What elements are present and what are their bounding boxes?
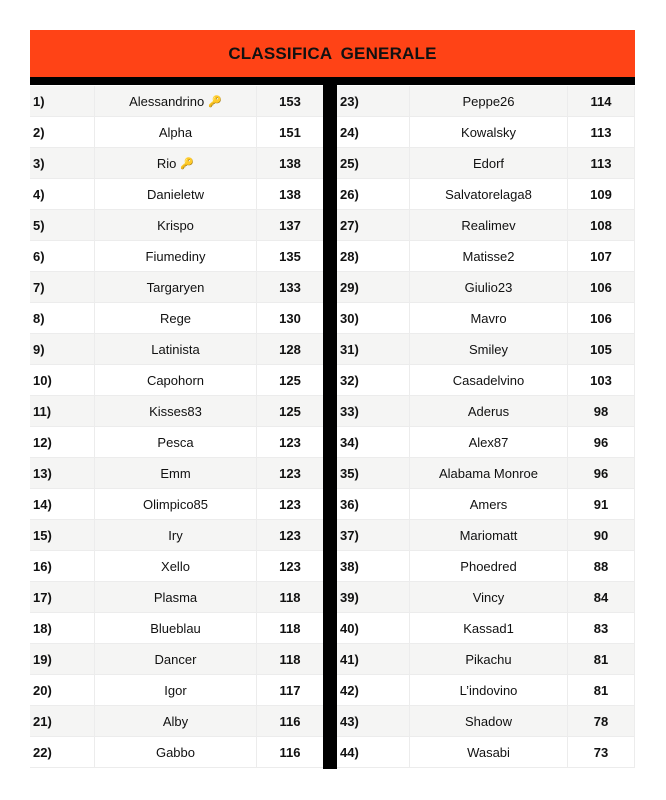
player-name: Plasma bbox=[153, 589, 198, 605]
key-icon: 🔑 bbox=[208, 95, 222, 108]
player-name: L’indovino bbox=[459, 682, 518, 698]
points-cell: 123 bbox=[279, 527, 301, 543]
rank-cell: 25) bbox=[337, 148, 410, 178]
table-row bbox=[30, 334, 323, 365]
table-row bbox=[337, 86, 635, 117]
rank-cell: 8) bbox=[30, 303, 95, 333]
rank-cell: 3) bbox=[30, 148, 95, 178]
key-icon: 🔑 bbox=[180, 157, 195, 170]
player-name: Igor bbox=[164, 682, 187, 698]
rank-cell: 40) bbox=[337, 613, 410, 643]
table-row bbox=[337, 582, 635, 613]
player-name-cell bbox=[95, 737, 257, 767]
table-row bbox=[337, 179, 635, 210]
points-cell: 106 bbox=[568, 272, 635, 302]
rank-cell: 10) bbox=[30, 365, 95, 395]
rank-cell: 9) bbox=[30, 334, 95, 364]
player-name-cell bbox=[410, 706, 568, 736]
table-row bbox=[30, 303, 323, 334]
player-name-cell bbox=[95, 365, 257, 395]
rank-cell: 12) bbox=[30, 427, 95, 457]
points-cell: 105 bbox=[568, 334, 635, 364]
player-name-cell bbox=[410, 613, 568, 643]
player-name: Peppe26 bbox=[462, 93, 515, 109]
table-row bbox=[337, 365, 635, 396]
table-row bbox=[30, 675, 323, 706]
points-cell: 106 bbox=[568, 303, 635, 333]
player-name-cell bbox=[95, 272, 257, 302]
player-name: Latinista bbox=[151, 341, 200, 357]
player-name-cell bbox=[410, 303, 568, 333]
points-cell: 138 bbox=[279, 186, 301, 202]
player-name: Alessandrino bbox=[129, 93, 205, 109]
points-cell: 118 bbox=[279, 651, 301, 667]
player-name-cell bbox=[95, 210, 257, 240]
rank-cell: 17) bbox=[30, 582, 95, 612]
points-cell: 123 bbox=[279, 434, 301, 450]
player-name: Realimev bbox=[461, 217, 516, 233]
points-cell: 153 bbox=[279, 93, 301, 109]
points-cell: 107 bbox=[568, 241, 635, 271]
rank-cell: 37) bbox=[337, 520, 410, 550]
player-name-cell bbox=[410, 117, 568, 147]
rank-cell: 18) bbox=[30, 613, 95, 643]
points-cell: 90 bbox=[568, 520, 635, 550]
table-row bbox=[30, 272, 323, 303]
rank-cell: 23) bbox=[337, 86, 410, 116]
player-name-cell bbox=[410, 644, 568, 674]
player-name: Kisses83 bbox=[149, 403, 202, 419]
points-cell: 81 bbox=[568, 675, 635, 705]
rank-cell: 38) bbox=[337, 551, 410, 581]
player-name-cell bbox=[95, 396, 257, 426]
player-name: Olimpico85 bbox=[142, 496, 209, 512]
player-name-cell bbox=[410, 551, 568, 581]
points-cell: 116 bbox=[279, 744, 301, 760]
table-row bbox=[30, 117, 323, 148]
page-title: CLASSIFICA GENERALE bbox=[228, 43, 437, 63]
player-name-cell bbox=[410, 675, 568, 705]
player-name: Pikachu bbox=[465, 651, 512, 667]
rank-cell: 13) bbox=[30, 458, 95, 488]
points-cell: 123 bbox=[279, 465, 301, 481]
table-row bbox=[30, 706, 323, 737]
player-name-cell bbox=[410, 489, 568, 519]
player-name-cell bbox=[95, 86, 257, 116]
points-cell: 118 bbox=[279, 620, 301, 636]
player-name: Xello bbox=[161, 558, 190, 574]
rank-cell: 32) bbox=[337, 365, 410, 395]
points-cell: 103 bbox=[568, 365, 635, 395]
rank-cell: 28) bbox=[337, 241, 410, 271]
rank-cell: 31) bbox=[337, 334, 410, 364]
points-cell: 113 bbox=[568, 148, 635, 178]
player-name-cell bbox=[95, 675, 257, 705]
rank-cell: 15) bbox=[30, 520, 95, 550]
rank-cell: 27) bbox=[337, 210, 410, 240]
points-cell: 96 bbox=[568, 458, 635, 488]
points-cell: 108 bbox=[568, 210, 635, 240]
points-cell: 151 bbox=[279, 124, 301, 140]
rank-cell: 41) bbox=[337, 644, 410, 674]
player-name: Danieletw bbox=[146, 186, 205, 202]
player-name: Mariomatt bbox=[459, 527, 518, 543]
standings-table-left bbox=[30, 86, 323, 768]
player-name-cell bbox=[95, 644, 257, 674]
rank-cell: 22) bbox=[30, 737, 95, 767]
rank-cell: 42) bbox=[337, 675, 410, 705]
player-name-cell bbox=[410, 458, 568, 488]
table-row bbox=[30, 179, 323, 210]
player-name-cell bbox=[95, 489, 257, 519]
table-row bbox=[30, 458, 323, 489]
points-cell: 109 bbox=[568, 179, 635, 209]
player-name-cell bbox=[410, 272, 568, 302]
rank-cell: 26) bbox=[337, 179, 410, 209]
points-cell: 81 bbox=[568, 644, 635, 674]
player-name-cell bbox=[95, 582, 257, 612]
player-name: Phoedred bbox=[460, 558, 517, 574]
player-name-cell bbox=[410, 427, 568, 457]
player-name-cell bbox=[95, 427, 257, 457]
table-row bbox=[30, 737, 323, 768]
rank-cell: 4) bbox=[30, 179, 95, 209]
player-name: Mavro bbox=[470, 310, 507, 326]
points-cell: 123 bbox=[279, 496, 301, 512]
points-cell: 84 bbox=[568, 582, 635, 612]
player-name: Kassad1 bbox=[463, 620, 514, 636]
points-cell: 138 bbox=[279, 155, 301, 171]
points-cell: 137 bbox=[279, 217, 301, 233]
table-row bbox=[30, 489, 323, 520]
player-name: Vincy bbox=[472, 589, 505, 605]
player-name: Amers bbox=[469, 496, 508, 512]
table-row bbox=[30, 427, 323, 458]
table-row bbox=[337, 644, 635, 675]
table-row bbox=[30, 520, 323, 551]
player-name-cell bbox=[95, 334, 257, 364]
rank-cell: 35) bbox=[337, 458, 410, 488]
header-divider bbox=[30, 77, 635, 85]
rank-cell: 36) bbox=[337, 489, 410, 519]
player-name-cell bbox=[95, 241, 257, 271]
player-name: Emm bbox=[160, 465, 191, 481]
player-name-cell bbox=[410, 520, 568, 550]
player-name-cell bbox=[95, 148, 257, 178]
table-row bbox=[30, 613, 323, 644]
points-cell: 114 bbox=[568, 86, 635, 116]
player-name: Edorf bbox=[472, 155, 505, 171]
rank-cell: 34) bbox=[337, 427, 410, 457]
table-row bbox=[30, 365, 323, 396]
player-name: Blueblau bbox=[150, 620, 201, 636]
points-cell: 125 bbox=[279, 372, 301, 388]
table-row bbox=[30, 148, 323, 179]
player-name: Aderus bbox=[467, 403, 510, 419]
rank-cell: 21) bbox=[30, 706, 95, 736]
player-name: Shadow bbox=[465, 713, 512, 729]
player-name: Targaryen bbox=[146, 279, 205, 295]
rank-cell: 2) bbox=[30, 117, 95, 147]
points-cell: 130 bbox=[279, 310, 301, 326]
points-cell: 73 bbox=[568, 737, 635, 767]
player-name-cell bbox=[95, 303, 257, 333]
player-name: Fiumediny bbox=[145, 248, 206, 264]
player-name-cell bbox=[410, 210, 568, 240]
rank-cell: 33) bbox=[337, 396, 410, 426]
player-name-cell bbox=[410, 179, 568, 209]
table-row bbox=[337, 520, 635, 551]
points-cell: 123 bbox=[279, 558, 301, 574]
rank-cell: 6) bbox=[30, 241, 95, 271]
player-name-cell bbox=[410, 582, 568, 612]
table-row bbox=[337, 551, 635, 582]
table-row bbox=[337, 210, 635, 241]
column-separator bbox=[323, 85, 337, 769]
player-name: Pesca bbox=[157, 434, 194, 450]
points-cell: 117 bbox=[279, 682, 301, 698]
player-name: Krispo bbox=[157, 217, 194, 233]
table-row bbox=[337, 489, 635, 520]
table-row bbox=[30, 86, 323, 117]
player-name-cell bbox=[95, 179, 257, 209]
points-cell: 128 bbox=[279, 341, 301, 357]
player-name-cell bbox=[410, 241, 568, 271]
rank-cell: 16) bbox=[30, 551, 95, 581]
table-row bbox=[337, 706, 635, 737]
points-cell: 91 bbox=[568, 489, 635, 519]
table-row bbox=[337, 613, 635, 644]
player-name-cell bbox=[410, 396, 568, 426]
points-cell: 116 bbox=[279, 713, 301, 729]
rank-cell: 39) bbox=[337, 582, 410, 612]
points-cell: 88 bbox=[568, 551, 635, 581]
player-name-cell bbox=[95, 117, 257, 147]
table-row bbox=[337, 241, 635, 272]
table-row bbox=[30, 210, 323, 241]
player-name: Giulio23 bbox=[464, 279, 513, 295]
points-cell: 83 bbox=[568, 613, 635, 643]
player-name: Capohorn bbox=[146, 372, 205, 388]
rank-cell: 11) bbox=[30, 396, 95, 426]
player-name-cell bbox=[95, 458, 257, 488]
table-row bbox=[30, 582, 323, 613]
points-cell: 133 bbox=[279, 279, 301, 295]
player-name: Dancer bbox=[154, 651, 197, 667]
points-cell: 96 bbox=[568, 427, 635, 457]
table-row bbox=[337, 117, 635, 148]
points-cell: 135 bbox=[279, 248, 301, 264]
rank-cell: 1) bbox=[30, 86, 95, 116]
player-name: Salvatorelaga8 bbox=[445, 186, 532, 202]
player-name: Alex87 bbox=[468, 434, 509, 450]
rank-cell: 24) bbox=[337, 117, 410, 147]
table-row bbox=[337, 675, 635, 706]
player-name: Kowalsky bbox=[461, 124, 516, 140]
table-row bbox=[337, 396, 635, 427]
table-row bbox=[30, 396, 323, 427]
player-name: Smiley bbox=[468, 341, 508, 357]
player-name-cell bbox=[95, 551, 257, 581]
player-name-cell bbox=[410, 737, 568, 767]
table-row bbox=[337, 272, 635, 303]
player-name: Rege bbox=[159, 310, 192, 326]
player-name-cell bbox=[95, 520, 257, 550]
header-banner bbox=[30, 30, 635, 77]
points-cell: 78 bbox=[568, 706, 635, 736]
player-name: Casadelvino bbox=[452, 372, 525, 388]
points-cell: 118 bbox=[279, 589, 301, 605]
player-name: Wasabi bbox=[467, 744, 510, 760]
rank-cell: 20) bbox=[30, 675, 95, 705]
table-row bbox=[337, 427, 635, 458]
rank-cell: 19) bbox=[30, 644, 95, 674]
player-name-cell bbox=[410, 365, 568, 395]
table-row bbox=[337, 458, 635, 489]
table-row bbox=[337, 303, 635, 334]
rank-cell: 43) bbox=[337, 706, 410, 736]
points-cell: 113 bbox=[568, 117, 635, 147]
player-name: Matisse2 bbox=[462, 248, 515, 264]
player-name: Rio bbox=[156, 155, 177, 171]
table-row bbox=[30, 644, 323, 675]
table-row bbox=[30, 241, 323, 272]
player-name-cell bbox=[95, 706, 257, 736]
player-name: Alpha bbox=[158, 124, 193, 140]
rank-cell: 44) bbox=[337, 737, 410, 767]
points-cell: 98 bbox=[568, 396, 635, 426]
standings-table-right bbox=[337, 86, 635, 768]
table-row bbox=[337, 737, 635, 768]
player-name: Alby bbox=[162, 713, 189, 729]
player-name: Gabbo bbox=[155, 744, 196, 760]
rank-cell: 14) bbox=[30, 489, 95, 519]
player-name-cell bbox=[410, 148, 568, 178]
table-row bbox=[30, 551, 323, 582]
rank-cell: 5) bbox=[30, 210, 95, 240]
player-name-cell bbox=[95, 613, 257, 643]
player-name: Iry bbox=[168, 527, 183, 543]
points-cell: 125 bbox=[279, 403, 301, 419]
player-name-cell bbox=[410, 86, 568, 116]
player-name-cell bbox=[410, 334, 568, 364]
rank-cell: 7) bbox=[30, 272, 95, 302]
table-row bbox=[337, 334, 635, 365]
rank-cell: 29) bbox=[337, 272, 410, 302]
player-name: Alabama Monroe bbox=[439, 465, 538, 481]
table-row bbox=[337, 148, 635, 179]
rank-cell: 30) bbox=[337, 303, 410, 333]
